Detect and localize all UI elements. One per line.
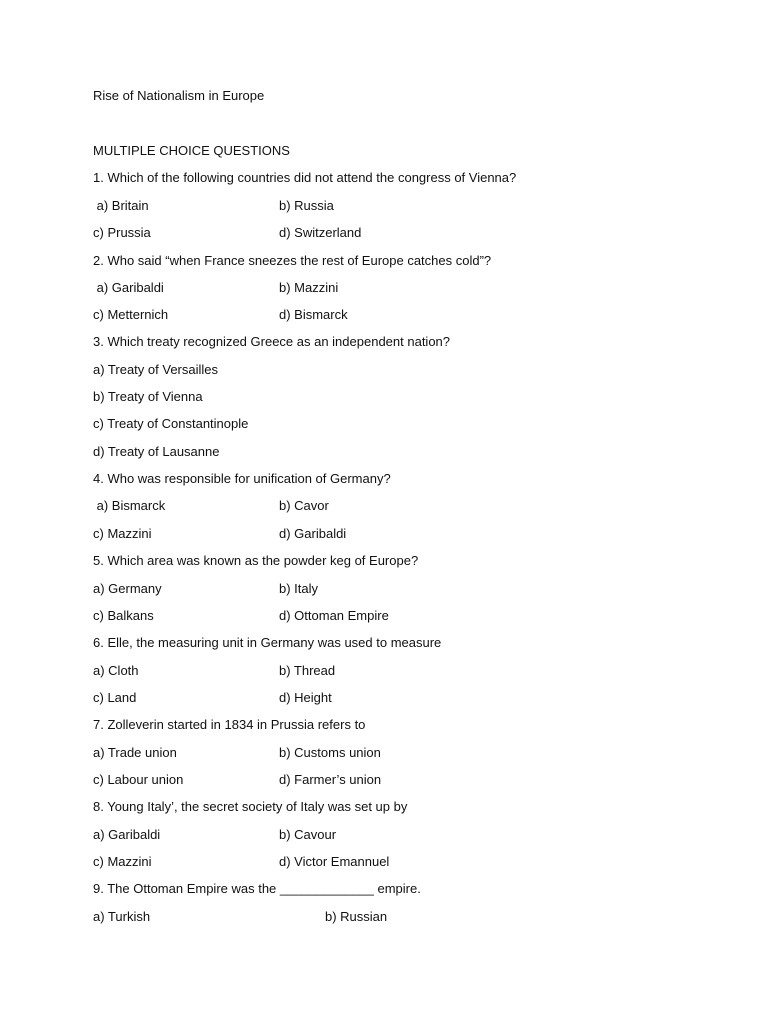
q1-option-d: d) Switzerland [279, 225, 362, 240]
question-2: 2. Who said “when France sneezes the rest of Europe catches cold”? [93, 253, 492, 268]
question-5: 5. Which area was known as the powder keg of Europe? [93, 553, 419, 568]
page-title: Rise of Nationalism in Europe [93, 88, 265, 103]
question-3: 3. Which treaty recognized Greece as an independent nation? [93, 334, 451, 349]
question-6: 6. Elle, the measuring unit in Germany was used to measure [93, 635, 442, 650]
q2-option-a: a) Garibaldi [93, 280, 164, 295]
q9-option-a: a) Turkish [93, 909, 151, 924]
q6-option-b: b) Thread [279, 663, 336, 678]
q7-option-a: a) Trade union [93, 745, 177, 760]
q3-option-d: d) Treaty of Lausanne [93, 444, 220, 459]
question-1: 1. Which of the following countries did not attend the congress of Vienna? [93, 170, 517, 185]
q6-option-d: d) Height [279, 690, 332, 705]
q5-option-d: d) Ottoman Empire [279, 608, 389, 623]
q8-option-a: a) Garibaldi [93, 827, 161, 842]
question-8: 8. Young Italy’, the secret society of Italy was set up by [93, 799, 408, 814]
q2-option-b: b) Mazzini [279, 280, 339, 295]
q3-option-c: c) Treaty of Constantinople [93, 416, 249, 431]
q1-option-a: a) Britain [93, 198, 149, 213]
q8-option-d: d) Victor Emannuel [279, 854, 390, 869]
q1-option-b: b) Russia [279, 198, 334, 213]
q7-option-c: c) Labour union [93, 772, 184, 787]
q5-option-a: a) Germany [93, 581, 162, 596]
section-heading: MULTIPLE CHOICE QUESTIONS [93, 143, 290, 158]
question-4: 4. Who was responsible for unification of Germany? [93, 471, 391, 486]
q2-option-c: c) Metternich [93, 307, 169, 322]
q9-option-b: b) Russian [325, 909, 388, 924]
q3-option-a: a) Treaty of Versailles [93, 362, 218, 377]
q6-option-a: a) Cloth [93, 663, 139, 678]
q5-option-c: c) Balkans [93, 608, 154, 623]
q8-option-c: c) Mazzini [93, 854, 152, 869]
question-7: 7. Zolleverin started in 1834 in Prussia refers to [93, 717, 366, 732]
q7-option-d: d) Farmer’s union [279, 772, 382, 787]
q4-option-a: a) Bismarck [93, 498, 166, 513]
q3-option-b: b) Treaty of Vienna [93, 389, 203, 404]
q8-option-b: b) Cavour [279, 827, 337, 842]
question-9: 9. The Ottoman Empire was the _____________ empire. [93, 881, 421, 896]
q1-option-c: c) Prussia [93, 225, 151, 240]
q5-option-b: b) Italy [279, 581, 319, 596]
q2-option-d: d) Bismarck [279, 307, 348, 322]
q6-option-c: c) Land [93, 690, 137, 705]
q4-option-c: c) Mazzini [93, 526, 152, 541]
q4-option-d: d) Garibaldi [279, 526, 347, 541]
q4-option-b: b) Cavor [279, 498, 329, 513]
q7-option-b: b) Customs union [279, 745, 381, 760]
